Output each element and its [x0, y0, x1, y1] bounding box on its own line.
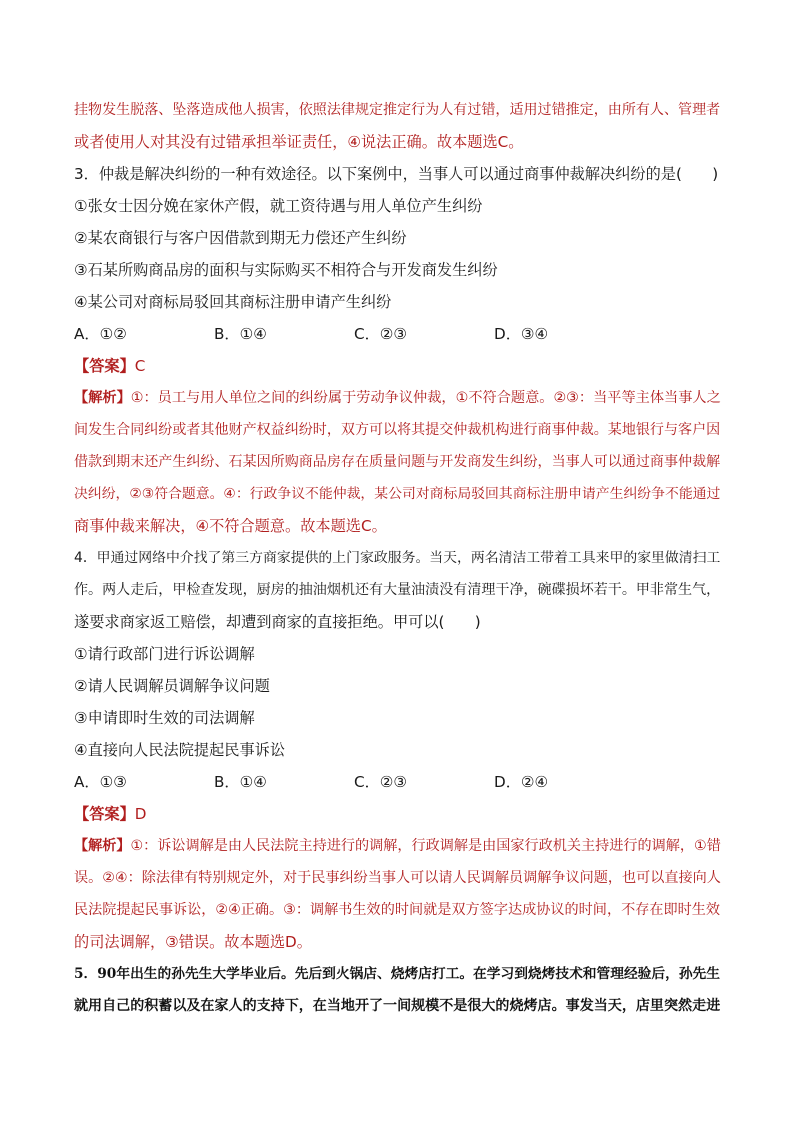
- option-c: C．②③: [354, 325, 408, 343]
- question-4-item: ③申请即时生效的司法调解: [74, 709, 255, 727]
- question-4-item: ①请行政部门进行诉讼调解: [74, 645, 255, 663]
- question-3-item: ④某公司对商标局驳回其商标注册申请产生纠纷: [74, 293, 392, 311]
- question-4-stem: 作。两人走后，甲检查发现，厨房的抽油烟机还有大量油渍没有清理干净，碗碟损坏若干。甲非常生气，: [74, 582, 721, 598]
- question-4-explanation-line: 民法院提起民事诉讼，②④正确。③：调解书生效的时间就是双方签字达成协议的时间，不存在即时生效: [74, 902, 721, 918]
- question-5-stem: 就用自己的积蓄以及在家人的支持下，在当地开了一间规模不是很大的烧烤店。事发当天，店里突然走进: [74, 998, 721, 1014]
- option-c: C．②③: [354, 773, 408, 791]
- question-3-item: ③石某所购商品房的面积与实际购买不相符合与开发商发生纠纷: [74, 261, 498, 279]
- answer-value: D: [134, 805, 147, 823]
- option-d: D．②④: [494, 773, 549, 791]
- answer-tag: 【答案】: [74, 357, 135, 375]
- question-3-explanation-line: 决纠纷，②③符合题意。④：行政争议不能仲裁，某公司对商标局驳回其商标注册申请产生纠纷争不能通过: [74, 486, 721, 502]
- question-3-explanation-line: 商事仲裁来解决，④不符合题意。故本题选C。: [74, 517, 387, 535]
- option-a: A．①③: [74, 773, 127, 791]
- question-4-explanation-line: 误。②④：除法律有特别规定外，对于民事纠纷当事人可以请人民调解员调解争议问题，也可以直接向人: [74, 870, 721, 886]
- question-3-stem: 3．仲裁是解决纠纷的一种有效途径。以下案例中，当事人可以通过商事仲裁解决纠纷的是( ): [74, 165, 719, 183]
- question-5-stem: 5．90年出生的孙先生大学毕业后。先后到火锅店、烧烤店打工。在学习到烧烤技术和管理经验后，孙先生: [74, 966, 720, 982]
- question-4-options: [74, 772, 634, 792]
- question-4-explanation-line: 的司法调解，③错误。故本题选D。: [74, 933, 312, 951]
- question-3-item: ②某农商银行与客户因借款到期无力偿还产生纠纷: [74, 229, 407, 247]
- question-4-answer: [74, 804, 146, 824]
- question-3-options: [74, 324, 634, 344]
- question-3-explanation-line: 间发生合同纠纷或者其他财产权益纠纷时，双方可以将其提交仲裁机构进行商事仲裁。某地银行与客户因: [74, 422, 721, 438]
- question-4-item: ②请人民调解员调解争议问题: [74, 677, 270, 695]
- question-4-explanation-line: 【解析】①：诉讼调解是由人民法院主持进行的调解，行政调解是由国家行政机关主持进行的调解，①错: [74, 838, 721, 854]
- prev-explanation-line: 或者使用人对其没有过错承担举证责任，④说法正确。故本题选C。: [74, 133, 524, 151]
- question-4-stem: 遂要求商家返工赔偿，却遭到商家的直接拒绝。甲可以( ): [74, 613, 481, 631]
- question-3-explanation-line: 借款到期末还产生纠纷、石某因所购商品房存在质量问题与开发商发生纠纷，当事人可以通过商事仲裁解: [74, 454, 721, 470]
- question-4-stem: 4．甲通过网络中介找了第三方商家提供的上门家政服务。当天，两名清洁工带着工具来甲的家里做清扫工: [74, 550, 721, 566]
- option-d: D．③④: [494, 325, 549, 343]
- question-3-answer: [74, 356, 145, 376]
- option-b: B．①④: [214, 773, 267, 791]
- question-3-item: ①张女士因分娩在家休产假，就工资待遇与用人单位产生纠纷: [74, 197, 483, 215]
- option-a: A．①②: [74, 325, 127, 343]
- option-b: B．①④: [214, 325, 267, 343]
- prev-explanation-line: 挂物发生脱落、坠落造成他人损害，依照法律规定推定行为人有过错，适用过错推定，由所有人、管理者: [74, 102, 721, 118]
- question-3-explanation-line: 【解析】①：员工与用人单位之间的纠纷属于劳动争议仲裁，①不符合题意。②③：当平等主体当事人之: [74, 390, 721, 406]
- answer-value: C: [134, 357, 146, 375]
- explanation-tag: 【解析】: [74, 390, 131, 406]
- explanation-tag: 【解析】: [74, 838, 131, 854]
- question-4-item: ④直接向人民法院提起民事诉讼: [74, 741, 286, 759]
- answer-tag: 【答案】: [74, 805, 135, 823]
